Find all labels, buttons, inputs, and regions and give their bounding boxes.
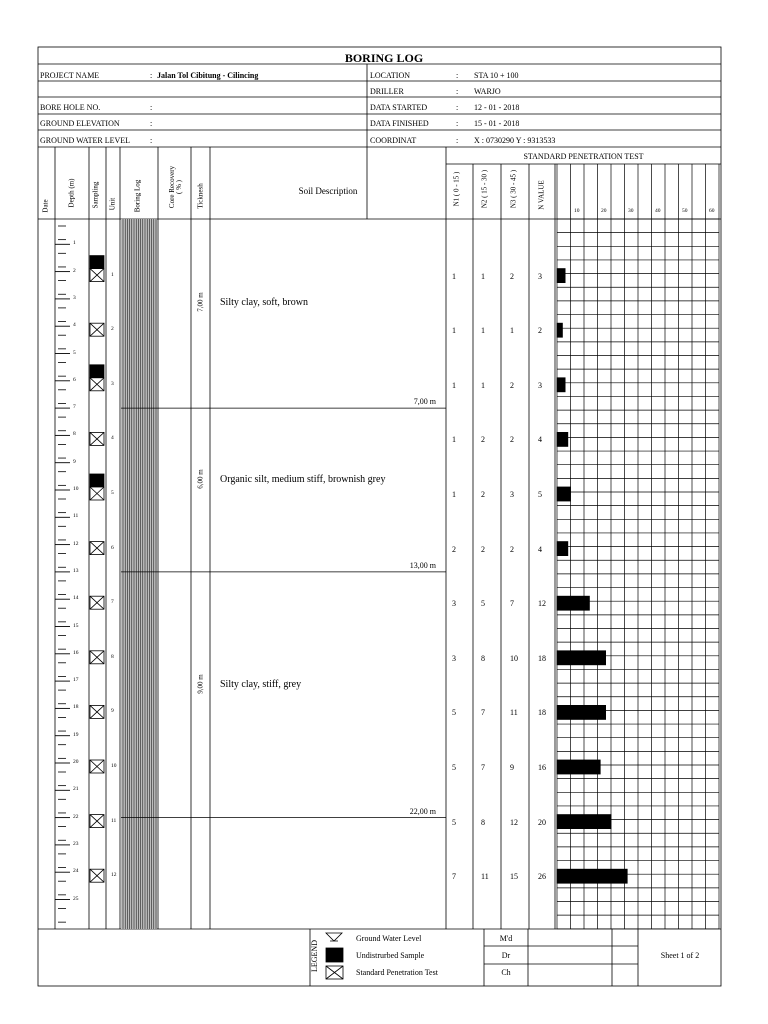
driller-colon: : <box>456 87 459 96</box>
spt-n-value: 18 <box>538 708 546 718</box>
layer-thickness-label: 6,00 m <box>196 469 205 489</box>
spt-scale-label: 60 <box>709 208 715 214</box>
spt-n3-value: 10 <box>510 653 518 663</box>
sample-unit-label: 6 <box>111 544 114 551</box>
depth-tick-label: 15 <box>73 622 79 629</box>
spt-scale-label: 10 <box>574 208 580 214</box>
spt-n2-value: 11 <box>481 872 489 882</box>
spt-bar <box>557 487 571 501</box>
spt-n1-value: 1 <box>452 380 456 390</box>
spt-n2-value: 5 <box>481 599 485 609</box>
column-sampling: Sampling <box>91 181 100 209</box>
depth-tick-label: 11 <box>73 513 79 520</box>
sample-unit-label: 7 <box>111 599 114 606</box>
spt-n-value: 4 <box>538 435 542 445</box>
layer-bottom-depth-label: 22,00 m <box>409 806 436 816</box>
column-n2: N2 ( 15 - 30 ) <box>480 169 489 209</box>
column-date: Date <box>41 199 50 213</box>
depth-tick-label: 3 <box>73 294 76 301</box>
depth-tick-label: 19 <box>73 731 79 738</box>
sample-unit-label: 11 <box>111 817 117 824</box>
column-core-recovery: Core Recovery ( % ) <box>168 165 183 209</box>
spt-n3-value: 12 <box>510 817 518 827</box>
spt-n1-value: 1 <box>452 326 456 336</box>
spt-bar <box>557 378 565 392</box>
date-finished-label: DATA FINISHED <box>370 119 429 128</box>
project-name-colon: : <box>150 71 153 80</box>
column-thickness: Ticknesh <box>196 183 205 209</box>
spt-bar <box>557 596 589 610</box>
spt-scale-label: 30 <box>628 208 634 214</box>
spt-n3-value: 1 <box>510 326 514 336</box>
column-n3: N3 ( 30 - 45 ) <box>509 169 518 209</box>
sample-unit-label: 10 <box>111 763 117 769</box>
depth-tick-label: 10 <box>73 486 79 492</box>
spt-bar <box>557 651 606 665</box>
spt-n1-value: 1 <box>452 490 456 499</box>
ground-elevation-label: GROUND ELEVATION <box>40 119 120 128</box>
depth-tick-label: 12 <box>73 540 79 547</box>
spt-n-value: 12 <box>538 599 546 609</box>
legend-ground-water-level: Ground Water Level <box>356 934 422 943</box>
depth-tick-label: 17 <box>73 677 79 684</box>
depth-tick-label: 22 <box>73 813 79 820</box>
spt-bar <box>557 760 600 774</box>
spt-n1-value: 5 <box>452 763 456 772</box>
spt-n2-value: 1 <box>481 380 485 390</box>
undisturbed-sample-icon <box>326 948 343 962</box>
spt-n-value: 2 <box>538 326 542 336</box>
date-finished-colon: : <box>456 119 459 128</box>
depth-tick-label: 8 <box>73 431 76 438</box>
layer-description: Silty clay, stiff, grey <box>220 678 302 690</box>
sample-unit-label: 9 <box>111 708 114 715</box>
sample-unit-label: 12 <box>111 872 117 879</box>
bore-hole-label: BORE HOLE NO. <box>40 103 101 112</box>
date-started-label: DATA STARTED <box>370 103 428 112</box>
column-depth: Depth (m) <box>67 178 76 208</box>
spt-n3-value: 7 <box>510 599 514 609</box>
depth-tick-label: 5 <box>73 349 76 356</box>
spt-n3-value: 2 <box>510 271 514 281</box>
spt-bar <box>557 432 568 446</box>
date-finished-value: 15 - 01 - 2018 <box>474 119 520 128</box>
sample-unit-label: 5 <box>111 490 114 496</box>
depth-tick-label: 25 <box>73 895 79 902</box>
column-boring-log: Boring Log <box>133 179 142 213</box>
spt-n1-value: 3 <box>452 599 456 609</box>
spt-n1-value: 1 <box>452 271 456 281</box>
legend-undisturbed-sample: Undistrurbed Sample <box>356 951 425 960</box>
spt-n1-value: 3 <box>452 653 456 663</box>
spt-n2-value: 2 <box>481 435 485 445</box>
sheet-number: Sheet 1 of 2 <box>660 951 700 960</box>
param-dr: Dr <box>501 951 511 960</box>
coordinat-colon: : <box>456 136 459 145</box>
spt-n3-value: 2 <box>510 380 514 390</box>
page-title: BORING LOG <box>344 51 424 65</box>
param-md: M'd <box>499 934 513 943</box>
depth-tick-label: 24 <box>73 868 79 875</box>
spt-n1-value: 1 <box>452 435 456 445</box>
spt-n1-value: 5 <box>452 708 456 718</box>
spt-bar <box>557 869 627 883</box>
spt-n3-value: 9 <box>510 763 514 772</box>
date-started-value: 12 - 01 - 2018 <box>474 103 520 112</box>
spt-n-value: 16 <box>538 763 546 772</box>
ground-elevation-colon: : <box>150 119 153 128</box>
spt-n2-value: 7 <box>481 763 485 772</box>
spt-n2-value: 8 <box>481 653 485 663</box>
depth-tick-label: 1 <box>73 240 76 247</box>
sample-unit-label: 2 <box>111 326 114 333</box>
undisturbed-sample-marker <box>90 365 104 378</box>
legend-standard-penetration-test: Standard Penetration Test <box>356 968 438 977</box>
layer-bottom-depth-label: 7,00 m <box>413 397 436 407</box>
depth-tick-label: 13 <box>73 567 79 574</box>
depth-tick-label: 14 <box>73 595 79 602</box>
sample-unit-label: 8 <box>111 653 114 660</box>
column-soil-description: Soil Description <box>298 186 358 196</box>
location-colon: : <box>456 71 459 80</box>
spt-n3-value: 15 <box>510 872 518 882</box>
layer-bottom-depth-label: 13,00 m <box>409 560 436 570</box>
spt-n-value: 18 <box>538 653 546 663</box>
sample-unit-label: 3 <box>111 380 114 387</box>
spt-n-value: 20 <box>538 817 546 827</box>
spt-title: STANDARD PENETRATION TEST <box>523 152 644 161</box>
spt-n-value: 4 <box>538 544 542 554</box>
ground-water-level-icon <box>326 933 342 941</box>
spt-n2-value: 1 <box>481 271 485 281</box>
column-n-value: N VALUE <box>537 180 546 210</box>
spt-n2-value: 8 <box>481 817 485 827</box>
spt-bar <box>557 705 606 719</box>
layer-thickness-label: 7,00 m <box>196 291 205 312</box>
depth-tick-label: 7 <box>73 404 76 411</box>
spt-n-value: 3 <box>538 271 542 281</box>
param-ch: Ch <box>501 968 511 977</box>
depth-tick-label: 6 <box>73 376 76 383</box>
spt-n1-value: 5 <box>452 817 456 827</box>
coordinat-label: COORDINAT <box>370 136 417 145</box>
spt-bar <box>557 815 611 829</box>
sample-unit-label: 1 <box>111 271 114 278</box>
spt-n2-value: 2 <box>481 490 485 499</box>
spt-n3-value: 2 <box>510 435 514 445</box>
spt-n-value: 26 <box>538 872 546 882</box>
spt-scale-label: 50 <box>682 208 688 214</box>
undisturbed-sample-marker <box>90 474 104 487</box>
depth-tick-label: 18 <box>73 704 79 711</box>
location-label: LOCATION <box>370 71 410 80</box>
spt-bar <box>557 269 565 283</box>
layer-thickness-label: 9,00 m <box>196 674 205 694</box>
column-unit: Unit <box>108 197 117 211</box>
driller-label: DRILLER <box>370 87 404 96</box>
depth-tick-label: 4 <box>73 322 76 329</box>
spt-n2-value: 7 <box>481 708 485 718</box>
spt-n2-value: 2 <box>481 544 485 554</box>
spt-n3-value: 2 <box>510 544 514 554</box>
undisturbed-sample-marker <box>90 256 104 269</box>
depth-tick-label: 20 <box>73 759 79 765</box>
column-n1: N1 ( 0 - 15 ) <box>452 171 461 207</box>
spt-n1-value: 7 <box>452 872 456 882</box>
ground-water-level-colon: : <box>150 136 153 145</box>
sample-unit-label: 4 <box>111 435 114 442</box>
spt-n1-value: 2 <box>452 544 456 554</box>
depth-tick-label: 16 <box>73 649 79 656</box>
spt-bar <box>557 323 562 337</box>
legend-title: LEGEND <box>310 940 319 972</box>
depth-tick-label: 2 <box>73 267 76 274</box>
ground-water-level-label: GROUND WATER LEVEL <box>40 136 131 145</box>
project-name-label: PROJECT NAME <box>40 71 100 80</box>
location-value: STA 10 + 100 <box>474 71 519 80</box>
layer-description: Organic silt, medium stiff, brownish grey <box>220 474 386 485</box>
spt-n3-value: 3 <box>510 490 514 499</box>
depth-tick-label: 23 <box>73 840 79 847</box>
driller-value: WARJO <box>474 87 501 96</box>
spt-n-value: 3 <box>538 380 542 390</box>
layer-description: Silty clay, soft, brown <box>220 296 308 308</box>
spt-n3-value: 11 <box>510 708 518 718</box>
date-started-colon: : <box>456 103 459 112</box>
spt-n-value: 5 <box>538 490 542 499</box>
spt-n2-value: 1 <box>481 326 485 336</box>
coordinat-value: X : 0730290 Y : 9313533 <box>474 136 556 145</box>
project-name-value: Jalan Tol Cibitung - Cilincing <box>157 71 259 80</box>
spt-scale-label: 20 <box>601 208 607 214</box>
spt-scale-label: 40 <box>655 208 661 214</box>
spt-bar <box>557 542 568 556</box>
depth-tick-label: 21 <box>73 786 79 793</box>
bore-hole-colon: : <box>150 103 153 112</box>
depth-tick-label: 9 <box>73 458 76 465</box>
